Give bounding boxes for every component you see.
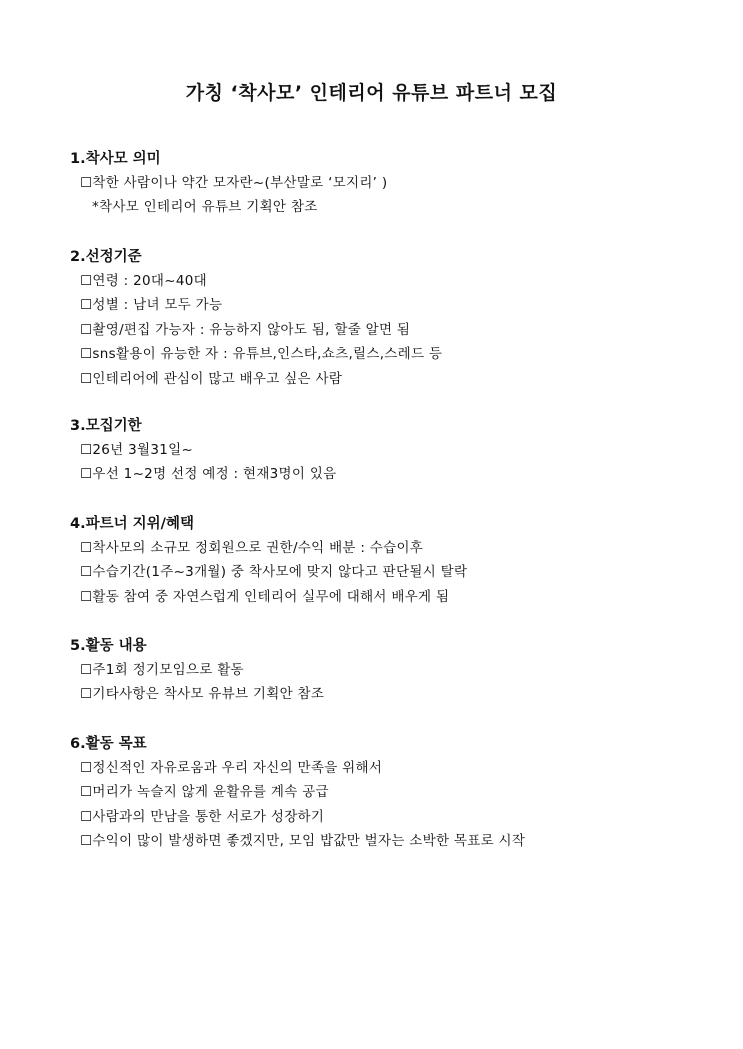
section-heading: 3.모집기한 — [70, 418, 142, 434]
list-item-text: 26년 3월31일~ — [92, 442, 194, 458]
list-item-text: 활동 참여 중 자연스럽게 인테리어 실무에 대해서 배우게 됨 — [92, 588, 450, 605]
checkbox-icon: ☐ — [80, 564, 93, 581]
section-meaning — [70, 147, 710, 220]
checkbox-icon: ☐ — [80, 540, 93, 556]
checkbox-icon: ☐ — [80, 588, 93, 605]
section-heading: 2.선정기준 — [70, 249, 142, 265]
section-criteria — [70, 245, 710, 391]
list-item — [70, 171, 710, 195]
list-item — [70, 756, 710, 780]
list-item — [70, 560, 710, 584]
section-heading: 1.착사모 의미 — [70, 151, 161, 167]
list-item-text: 정신적인 자유로움과 우리 자신의 만족을 위해서 — [92, 760, 383, 776]
list-item-text: 수습기간(1주~3개월) 중 착사모에 맞지 않다고 판단될시 탈락 — [92, 564, 468, 581]
list-item-text: 촬영/편집 가능자 : 유능하지 않아도 됨, 할줄 알면 됨 — [92, 321, 411, 338]
list-item — [70, 367, 710, 391]
list-item-text: 주1회 정기모임으로 활동 — [92, 662, 244, 678]
list-item-text: 착한 사람이나 약간 모자란~(부산말로 ‘모지리’ ) — [92, 175, 388, 191]
list-item — [70, 342, 710, 366]
list-item-text: 머리가 녹슬지 않게 윤활유를 계속 공급 — [92, 784, 329, 801]
list-item — [70, 585, 710, 609]
list-item-text: 사람과의 만남을 통한 서로가 성장하기 — [92, 808, 325, 825]
list-item — [70, 536, 710, 560]
list-item — [70, 829, 710, 853]
list-item — [70, 780, 710, 804]
list-item — [70, 462, 710, 486]
list-item-text: 수익이 많이 발생하면 좋겠지만, 모임 밥값만 벌자는 소박한 목표로 시작 — [92, 833, 526, 850]
checkbox-icon: ☐ — [80, 662, 93, 678]
checkbox-icon: ☐ — [80, 808, 93, 825]
note-text: *착사모 인테리어 유튜브 기획안 참조 — [92, 199, 318, 216]
list-item-text: 연령 : 20대~40대 — [92, 273, 207, 289]
list-item — [70, 805, 710, 829]
list-item — [70, 658, 710, 682]
section-deadline — [70, 414, 710, 487]
list-item-text: sns활용이 유능한 자 : 유튜브,인스타,쇼츠,릴스,스레드 등 — [92, 346, 443, 363]
list-item-text: 성별 : 남녀 모두 가능 — [92, 297, 223, 314]
checkbox-icon: ☐ — [80, 273, 93, 289]
checkbox-icon: ☐ — [80, 760, 93, 776]
checkbox-icon: ☐ — [80, 442, 93, 458]
list-item — [70, 269, 710, 293]
checkbox-icon: ☐ — [80, 466, 93, 483]
document-title: 가칭 ‘착사모’ 인테리어 유튜브 파트너 모집 — [185, 82, 558, 104]
list-item — [70, 438, 710, 462]
section-heading: 6.활동 목표 — [70, 736, 147, 752]
section-goals — [70, 732, 710, 854]
section-heading: 5.활동 내용 — [70, 638, 147, 654]
list-item-text: 우선 1~2명 선정 예정 : 현재3명이 있음 — [92, 466, 337, 483]
list-item-text: 기타사항은 착사모 유뷰브 기획안 참조 — [92, 686, 325, 703]
checkbox-icon: ☐ — [80, 784, 93, 801]
list-item-text: 착사모의 소규모 정회원으로 권한/수익 배분 : 수습이후 — [92, 540, 424, 556]
checkbox-icon: ☐ — [80, 346, 93, 363]
list-item — [70, 293, 710, 317]
checkbox-icon: ☐ — [80, 833, 93, 850]
section-activities — [70, 634, 710, 707]
list-item — [70, 318, 710, 342]
checkbox-icon: ☐ — [80, 175, 93, 191]
list-item — [70, 682, 710, 706]
checkbox-icon: ☐ — [80, 686, 93, 703]
checkbox-icon: ☐ — [80, 370, 93, 387]
list-item-text: 인테리어에 관심이 많고 배우고 싶은 사람 — [92, 370, 343, 387]
section-heading: 4.파트너 지위/혜택 — [70, 516, 194, 532]
section-benefits — [70, 512, 710, 609]
checkbox-icon: ☐ — [80, 321, 93, 338]
checkbox-icon: ☐ — [80, 297, 93, 314]
